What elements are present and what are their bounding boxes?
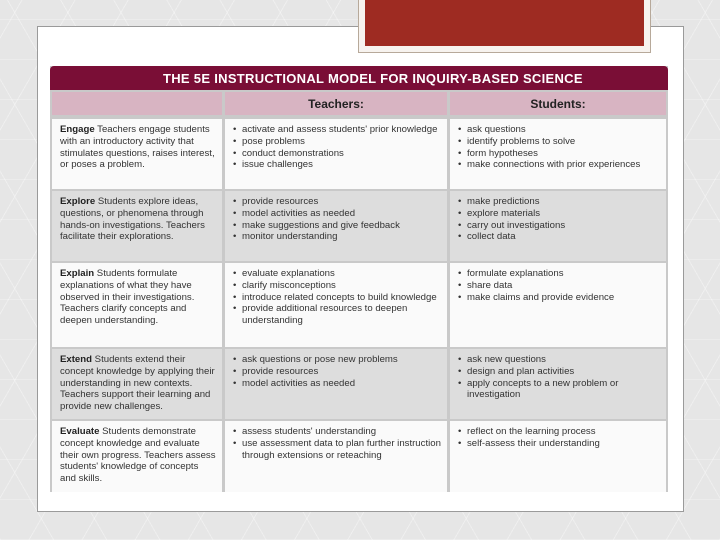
list-item-text: reflect on the learning process xyxy=(467,426,596,437)
stage-description: Students extend their concept knowledge by applying their understanding in new contexts. Teachers support their learning and provide new challenges. xyxy=(60,354,215,413)
bullet-icon: • xyxy=(233,135,237,147)
list-item-text: model activities as needed xyxy=(242,207,356,219)
bullet-icon: • xyxy=(233,268,237,279)
bullet-icon: • xyxy=(233,437,237,449)
list-item-text: make predictions xyxy=(467,196,540,207)
bullet-icon: • xyxy=(458,207,462,219)
stage-name: Extend xyxy=(60,354,92,365)
bullet-icon: • xyxy=(458,219,462,231)
table-row xyxy=(50,349,668,419)
list-item-text: formulate explanations xyxy=(467,268,564,279)
list-item-text: self-assess their understanding xyxy=(467,437,600,449)
bullet-icon: • xyxy=(233,365,237,377)
teachers-list xyxy=(233,124,441,171)
teachers-list xyxy=(233,268,441,327)
list-item-text: activate and assess students' prior knowledge xyxy=(242,124,438,135)
list-item xyxy=(233,426,441,438)
bullet-icon: • xyxy=(233,147,237,159)
list-item xyxy=(458,426,660,438)
stage-description: Students formulate explanations of what they have observed in their investigations. Teachers clarify concepts and deepen understanding. xyxy=(60,268,195,327)
list-item xyxy=(458,231,660,243)
list-item-text: conduct demonstrations xyxy=(242,147,344,159)
list-item-text: design and plan activities xyxy=(467,365,575,377)
table-row xyxy=(50,191,668,261)
list-item-text: make connections with prior experiences xyxy=(467,159,641,171)
students-list xyxy=(458,196,660,243)
list-item xyxy=(458,124,660,136)
list-item-text: pose problems xyxy=(242,135,305,147)
stage-name: Explore xyxy=(60,196,96,207)
teachers-list xyxy=(233,354,441,389)
list-item xyxy=(233,378,441,390)
list-item-text: make claims and provide evidence xyxy=(467,291,615,303)
list-item xyxy=(458,220,660,232)
stage-cell xyxy=(52,191,222,261)
list-item xyxy=(233,220,441,232)
list-item xyxy=(233,438,441,462)
list-item-text: identify problems to solve xyxy=(467,135,576,147)
list-item-text: monitor understanding xyxy=(242,231,338,243)
stage-description: Students explore ideas, questions, or phenomena through hands-on investigations. Teachers facilitate their explorations. xyxy=(60,196,205,243)
header-row xyxy=(50,90,668,117)
list-item-text: explore materials xyxy=(467,207,541,219)
stage-description: Students demonstrate concept knowledge and evaluate their own progress. Teachers assess students' knowledge of concepts and skills. xyxy=(60,426,216,485)
bullet-icon: • xyxy=(458,426,462,437)
student-actions-cell xyxy=(450,421,666,492)
list-item-text: ask new questions xyxy=(467,354,546,365)
list-item xyxy=(458,148,660,160)
accent-block xyxy=(358,0,651,53)
student-actions-cell xyxy=(450,349,666,419)
teacher-actions-cell xyxy=(225,349,447,419)
list-item xyxy=(233,366,441,378)
stage-name: Evaluate xyxy=(60,426,100,437)
list-item-text: share data xyxy=(467,279,513,291)
header-students: Students: xyxy=(450,92,666,115)
bullet-icon: • xyxy=(233,159,237,171)
list-item-text: provide resources xyxy=(242,365,319,377)
student-actions-cell xyxy=(450,263,666,347)
table-row xyxy=(50,421,668,492)
bullet-icon: • xyxy=(233,426,237,437)
bullet-icon: • xyxy=(233,279,237,291)
list-item-text: model activities as needed xyxy=(242,377,356,389)
teacher-actions-cell xyxy=(225,421,447,492)
bullet-icon: • xyxy=(458,354,462,365)
bullet-icon: • xyxy=(233,196,237,207)
list-item xyxy=(458,196,660,208)
list-item-text: apply concepts to a new problem or investigation xyxy=(467,377,619,401)
teachers-list xyxy=(233,426,441,461)
table-row xyxy=(50,263,668,347)
stage-cell xyxy=(52,263,222,347)
list-item xyxy=(458,159,660,171)
list-item xyxy=(233,208,441,220)
bullet-icon: • xyxy=(458,279,462,291)
list-item xyxy=(233,231,441,243)
student-actions-cell xyxy=(450,119,666,189)
bullet-icon: • xyxy=(458,377,462,389)
list-item xyxy=(458,292,660,304)
stage-cell xyxy=(52,119,222,189)
bullet-icon: • xyxy=(458,147,462,159)
list-item xyxy=(458,378,660,402)
list-item-text: evaluate explanations xyxy=(242,268,335,279)
bullet-icon: • xyxy=(458,365,462,377)
list-item-text: carry out investigations xyxy=(467,219,566,231)
table-row xyxy=(50,119,668,189)
header-teachers: Teachers: xyxy=(225,92,447,115)
bullet-icon: • xyxy=(233,354,237,365)
accent-block-fill xyxy=(365,0,644,46)
bullet-icon: • xyxy=(458,135,462,147)
list-item-text: ask questions xyxy=(467,124,526,135)
stage-cell xyxy=(52,349,222,419)
table-title: THE 5E INSTRUCTIONAL MODEL FOR INQUIRY-BASED SCIENCE xyxy=(50,66,668,90)
bullet-icon: • xyxy=(233,219,237,231)
list-item xyxy=(233,196,441,208)
list-item-text: assess students' understanding xyxy=(242,426,377,437)
list-item-text: use assessment data to plan further instruction through extensions or reteaching xyxy=(242,437,441,461)
list-item xyxy=(458,366,660,378)
list-item-text: issue challenges xyxy=(242,159,313,171)
bullet-icon: • xyxy=(458,124,462,135)
stage-cell xyxy=(52,421,222,492)
list-item xyxy=(233,292,441,304)
list-item xyxy=(458,136,660,148)
bullet-icon: • xyxy=(233,124,237,135)
list-item-text: ask questions or pose new problems xyxy=(242,354,398,365)
list-item xyxy=(233,136,441,148)
students-list xyxy=(458,268,660,303)
list-item-text: form hypotheses xyxy=(467,147,538,159)
teacher-actions-cell xyxy=(225,263,447,347)
bullet-icon: • xyxy=(458,231,462,243)
list-item xyxy=(233,268,441,280)
list-item xyxy=(458,354,660,366)
list-item-text: provide resources xyxy=(242,196,319,207)
list-item xyxy=(458,438,660,450)
teacher-actions-cell xyxy=(225,191,447,261)
list-item-text: clarify misconceptions xyxy=(242,279,336,291)
list-item xyxy=(458,268,660,280)
students-list xyxy=(458,354,660,401)
stage-name: Engage xyxy=(60,124,95,135)
teachers-list xyxy=(233,196,441,243)
list-item-text: introduce related concepts to build knowledge xyxy=(242,291,437,303)
list-item xyxy=(458,208,660,220)
model-table xyxy=(50,66,668,492)
students-list xyxy=(458,426,660,450)
bullet-icon: • xyxy=(458,437,462,449)
bullet-icon: • xyxy=(458,196,462,207)
students-list xyxy=(458,124,660,171)
list-item xyxy=(233,354,441,366)
header-stage xyxy=(52,92,222,115)
list-item-text: collect data xyxy=(467,231,516,243)
list-item-text: make suggestions and give feedback xyxy=(242,219,400,231)
bullet-icon: • xyxy=(233,231,237,243)
bullet-icon: • xyxy=(233,377,237,389)
bullet-icon: • xyxy=(458,291,462,303)
list-item xyxy=(458,280,660,292)
stage-name: Explain xyxy=(60,268,95,279)
teacher-actions-cell xyxy=(225,119,447,189)
list-item-text: provide additional resources to deepen understanding xyxy=(242,303,408,327)
bullet-icon: • xyxy=(233,303,237,315)
bullet-icon: • xyxy=(233,291,237,303)
bullet-icon: • xyxy=(458,159,462,171)
list-item xyxy=(233,280,441,292)
list-item xyxy=(233,303,441,327)
bullet-icon: • xyxy=(458,268,462,279)
stage-description: Teachers engage students with an introductory activity that stimulates questions, raises interest, or poses a problem. xyxy=(60,124,215,171)
student-actions-cell xyxy=(450,191,666,261)
bullet-icon: • xyxy=(233,207,237,219)
list-item xyxy=(233,148,441,160)
list-item xyxy=(233,124,441,136)
list-item xyxy=(233,159,441,171)
